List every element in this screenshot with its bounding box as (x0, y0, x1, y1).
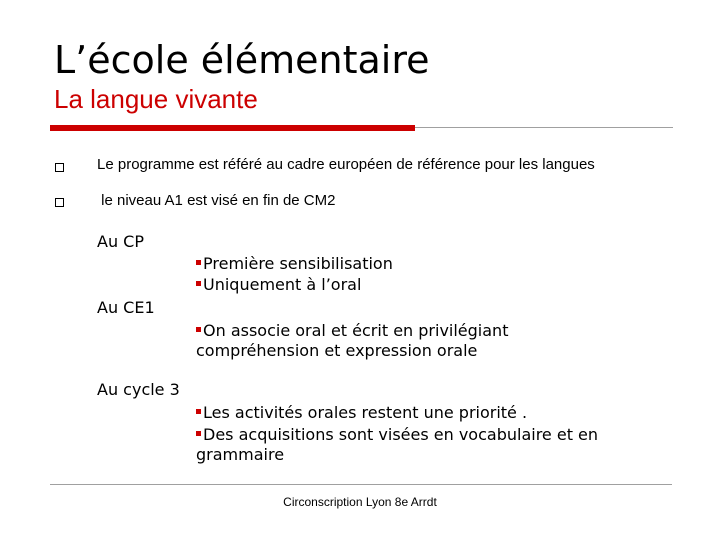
list-item-text: On associe oral et écrit en privilégiant compréhension et expression orale (196, 321, 509, 360)
footer-rule (50, 484, 672, 485)
title-rule-thin (415, 127, 673, 128)
level-label-cycle3: Au cycle 3 (97, 380, 180, 399)
list-item (196, 403, 527, 423)
list-item-text: Les activités orales restent une priorité . (203, 403, 528, 422)
bullet-text: Le programme est référé au cadre européen de référence pour les langues (97, 156, 595, 173)
red-square-bullet-icon (196, 260, 201, 265)
slide-footer: Circonscription Lyon 8e Arrdt (283, 495, 437, 509)
list-item-text: Première sensibilisation (203, 254, 393, 273)
title-rule-accent (50, 125, 415, 131)
list-item (196, 425, 671, 465)
list-item-text: Uniquement à l’oral (203, 275, 362, 294)
square-bullet-icon (55, 198, 64, 207)
list-item (196, 321, 576, 361)
list-item-text: Des acquisitions sont visées en vocabulaire et en grammaire (196, 425, 599, 464)
level-label-ce1: Au CE1 (97, 298, 155, 317)
square-bullet-icon (55, 163, 64, 172)
list-item (196, 275, 361, 295)
red-square-bullet-icon (196, 431, 201, 436)
red-square-bullet-icon (196, 281, 201, 286)
slide-subtitle: La langue vivante (54, 84, 258, 114)
slide-title: L’école élémentaire (54, 38, 430, 82)
red-square-bullet-icon (196, 409, 201, 414)
level-label-cp: Au CP (97, 232, 144, 251)
list-item (196, 254, 393, 274)
red-square-bullet-icon (196, 327, 201, 332)
bullet-text: le niveau A1 est visé en fin de CM2 (97, 192, 336, 209)
